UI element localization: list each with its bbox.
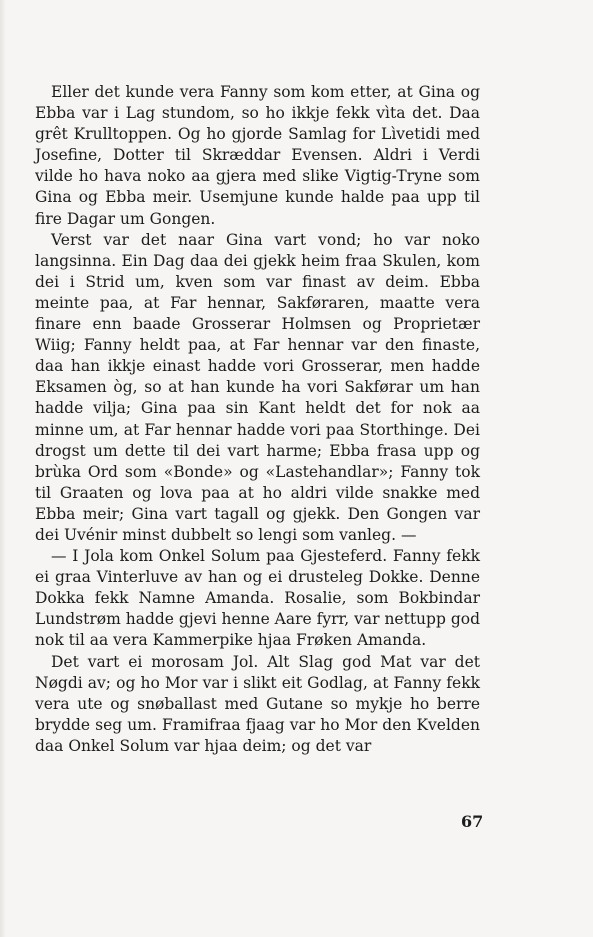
page-gutter-shadow bbox=[0, 0, 6, 937]
body-text bbox=[35, 82, 480, 757]
page-number: 67 bbox=[461, 812, 484, 831]
paragraph-1: Eller det kunde vera Fanny som kom etter, at Gina og Ebba var i Lag stundom, so ho ikkje fekk vìta det. Daa grêt Krulltoppen. Og ho gjorde Samlag for Lìvetidi med Josefine, Dotter til Skræddar Evensen. Aldri i Verdi vilde ho hava noko aa gjera med slike Vigtig-Tryne som Gina og Ebba meir. Usemjune kunde halde paa upp til fire Dagar um Gongen. bbox=[35, 83, 480, 228]
paragraph-2: Verst var det naar Gina vart vond; ho var noko langsinna. Ein Dag daa dei gjekk heim fraa Skulen, kom dei i Strid um, kven som var finast av deim. Ebba meinte paa, at Far hennar, Sakføraren, maatte vera finare enn baade Grosserar Holmsen og Proprietær Wiig; Fanny heldt paa, at Far hennar var den finaste, daa han ikkje einast hadde vori Grosserar, men hadde Eksamen òg, so at han kunde ha vori Sakførar um han hadde vilja; Gina paa sin Kant heldt det for nok aa minne um, at Far hennar hadde vori paa Storthinge. Dei drogst um dette til dei vart harme; Ebba frasa upp og brùka Ord som «Bonde» og «Lastehandlar»; Fanny tok til Graaten og lova paa at ho aldri vilde snakke med Ebba meir; Gina vart tagall og gjekk. Den Gongen var dei Uvénir minst dubbelt so lengi som vanleg. — bbox=[35, 230, 480, 544]
paragraph-3: — I Jola kom Onkel Solum paa Gjesteferd. Fanny fekk ei graa Vinterluve av han og ei drusteleg Dokke. Denne Dokka fekk Namne Amanda. Rosalie, som Bokbindar Lundstrøm hadde gjevi henne Aare fyrr, var nettupp god nok til aa vera Kammerpike hjaa Frøken Amanda. bbox=[35, 547, 480, 650]
paragraph-4: Det vart ei morosam Jol. Alt Slag god Mat var det Nøgdi av; og ho Mor var i slikt eit Godlag, at Fanny fekk vera ute og snøballast med Gutane so mykje ho berre brydde seg um. Framifraa fjaag var ho Mor den Kvelden daa Onkel Solum var hjaa deim; og det var bbox=[35, 652, 480, 755]
